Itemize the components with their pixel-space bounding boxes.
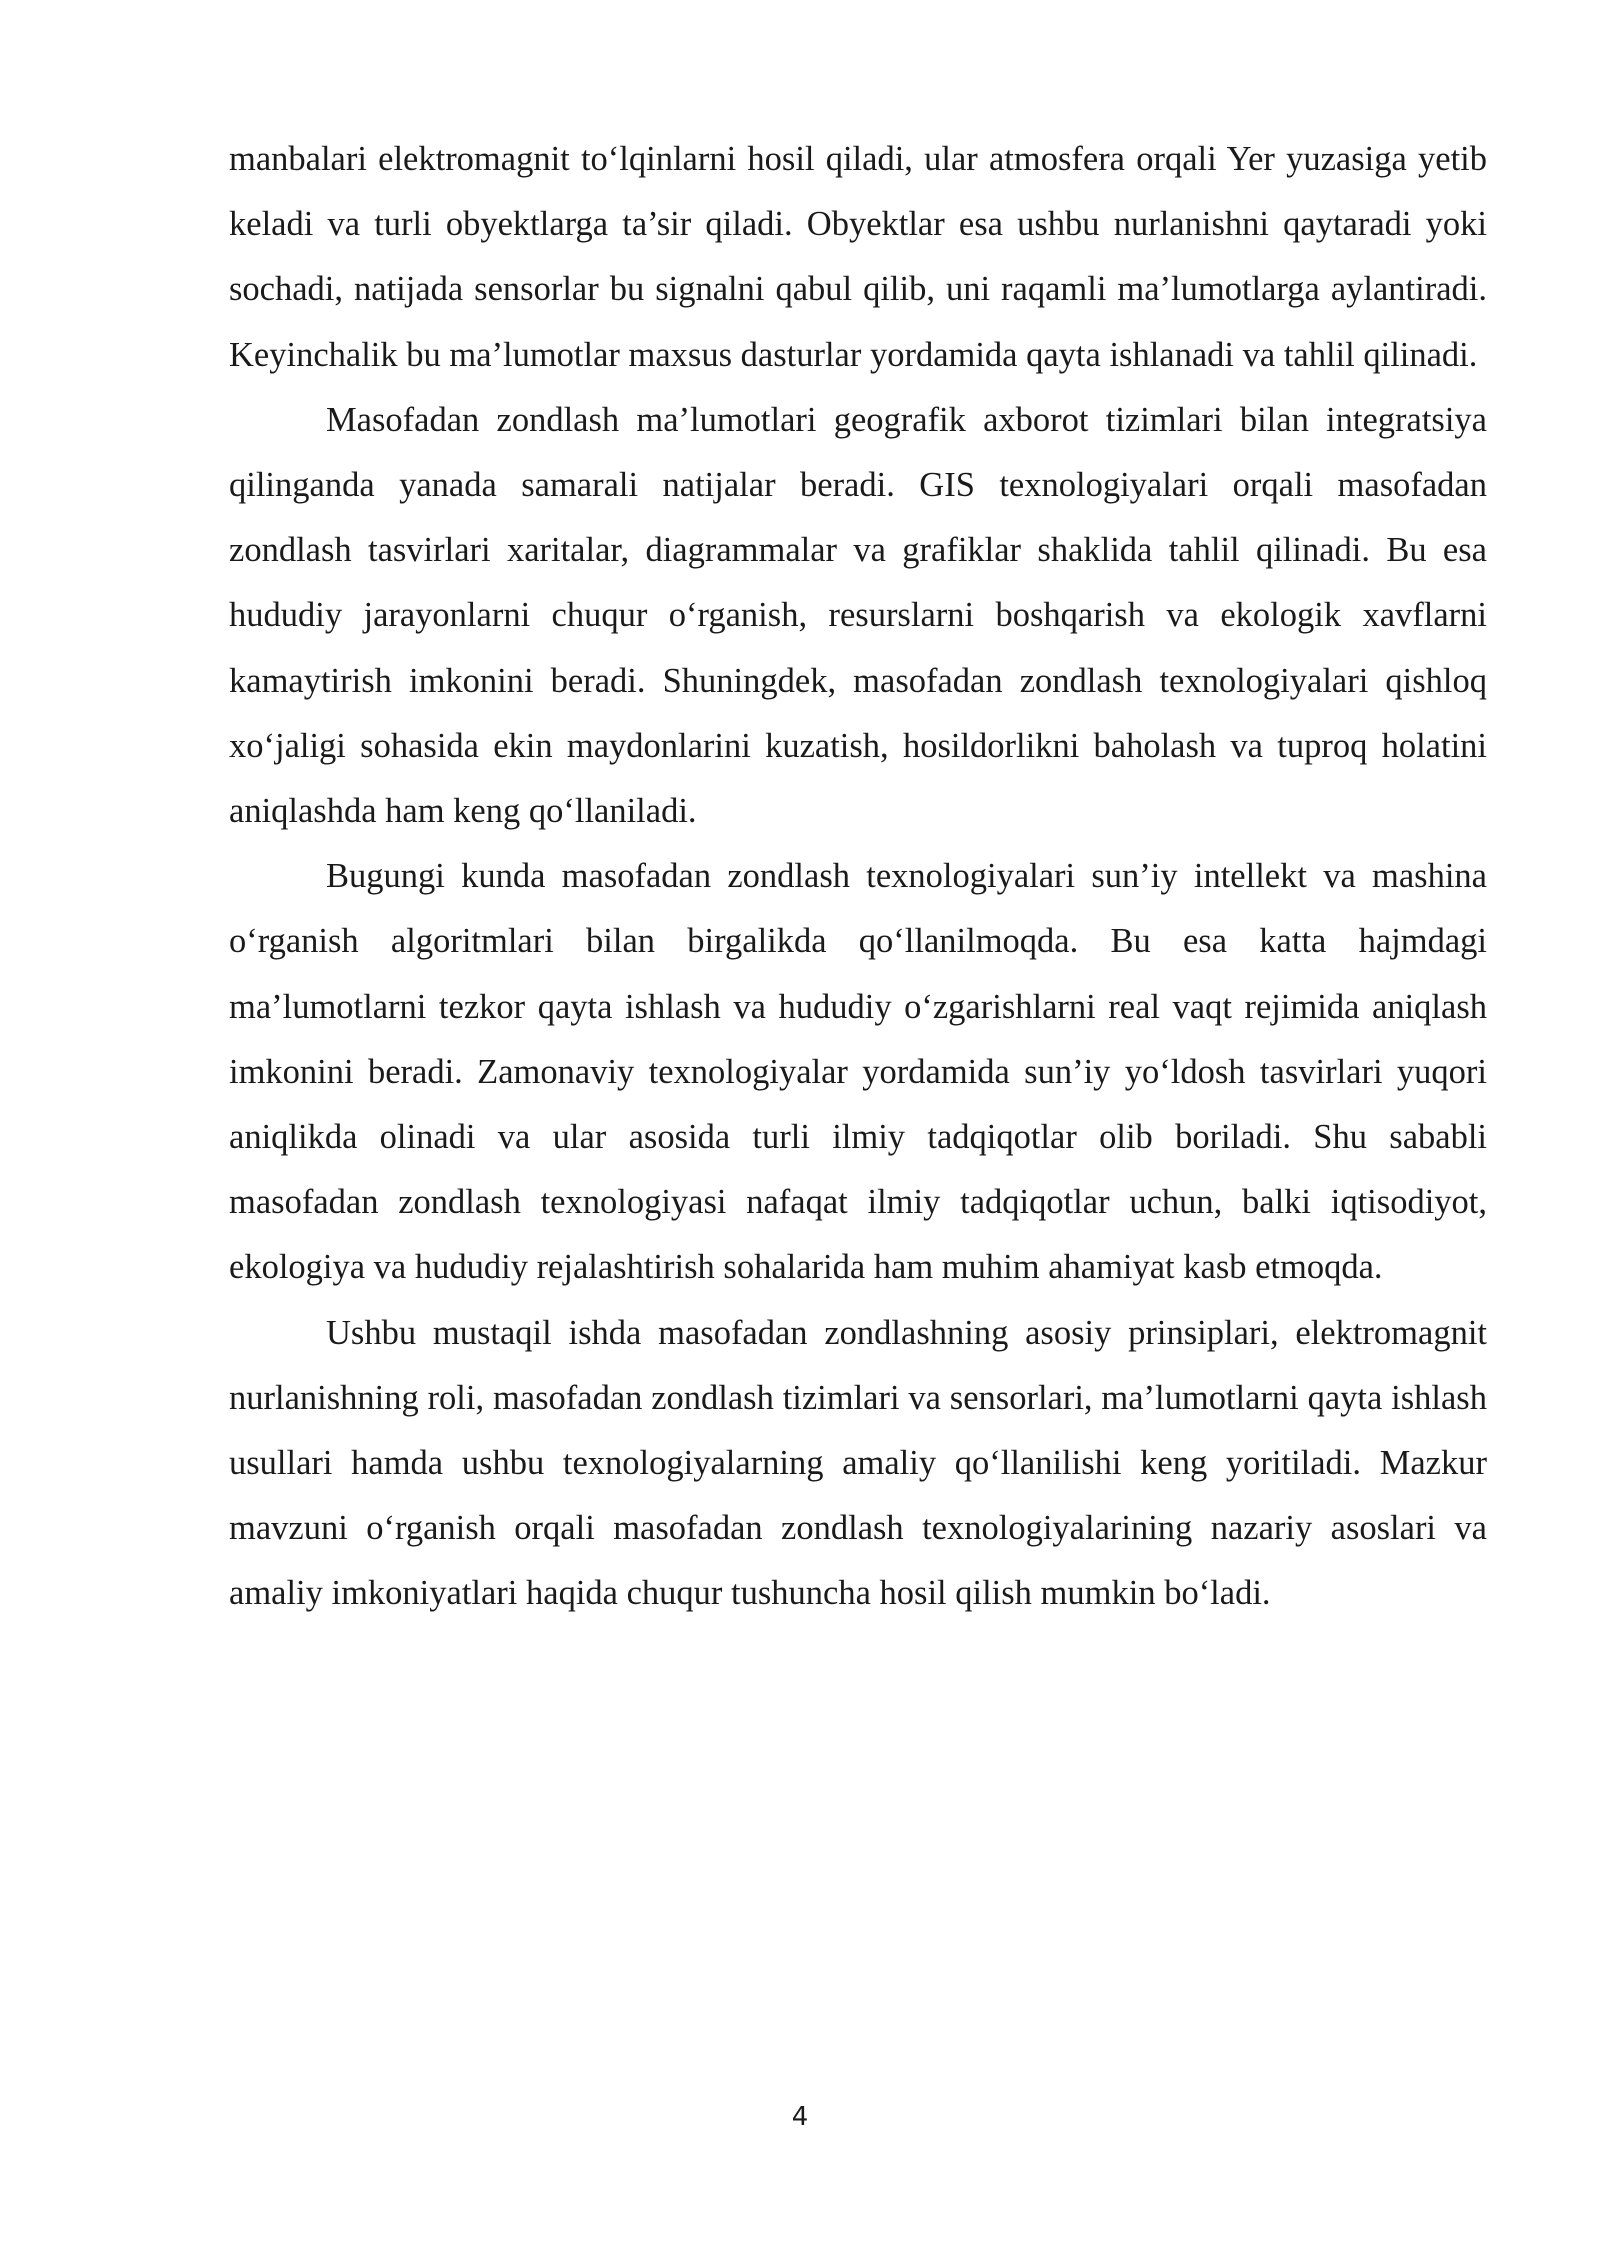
page-number: 4 <box>791 2102 809 2132</box>
paragraph-2: Masofadan zondlash ma’lumotlari geografik axborot tizimlari bilan integratsiya qilinganda yanada samarali natijalar beradi. GIS texnologiyalari orqali masofadan zondlash tasvirlari xaritalar, diagrammalar va grafiklar shaklida tahlil qilinadi. Bu esa hududiy jarayonlarni chuqur o‘rganish, resurslarni boshqarish va ekologik xavflarni kamaytirish imkonini beradi. Shuningdek, masofadan zondlash texnologiyalari qishloq xo‘jaligi sohasida ekin maydonlarini kuzatish, hosildorlikni baholash va tuproq holatini aniqlashda ham keng qo‘llaniladi. <box>229 400 1487 831</box>
body-text <box>229 127 1487 1627</box>
paragraph-4: Ushbu mustaqil ishda masofadan zondlashning asosiy prinsiplari, elektromagnit nurlanishning roli, masofadan zondlash tizimlari va sensorlari, ma’lumotlarni qayta ishlash usullari hamda ushbu texnologiyalarning amaliy qo‘llanilishi keng yoritiladi. Mazkur mavzuni o‘rganish orqali masofadan zondlash texnologiyalarining nazariy asoslari va amaliy imkoniyatlari haqida chuqur tushuncha hosil qilish mumkin bo‘ladi. <box>229 1313 1487 1613</box>
paragraph-1: manbalari elektromagnit to‘lqinlarni hosil qiladi, ular atmosfera orqali Yer yuzasiga yetib keladi va turli obyektlarga ta’sir qiladi. Obyektlar esa ushbu nurlanishni qaytaradi yoki sochadi, natijada sensorlar bu signalni qabul qilib, uni raqamli ma’lumotlarga aylantiradi. Keyinchalik bu ma’lumotlar maxsus dasturlar yordamida qayta ishlanadi va tahlil qilinadi. <box>229 140 1487 374</box>
paragraph-3: Bugungi kunda masofadan zondlash texnologiyalari sun’iy intellekt va mashina o‘rganish algoritmlari bilan birgalikda qo‘llanilmoqda. Bu esa katta hajmdagi ma’lumotlarni tezkor qayta ishlash va hududiy o‘zgarishlarni real vaqt rejimida aniqlash imkonini beradi. Zamonaviy texnologiyalar yordamida sun’iy yo‘ldosh tasvirlari yuqori aniqlikda olinadi va ular asosida turli ilmiy tadqiqotlar olib boriladi. Shu sababli masofadan zondlash texnologiyasi nafaqat ilmiy tadqiqotlar uchun, balki iqtisodiyot, ekologiya va hududiy rejalashtirish sohalarida ham muhim ahamiyat kasb etmoqda. <box>229 857 1487 1287</box>
